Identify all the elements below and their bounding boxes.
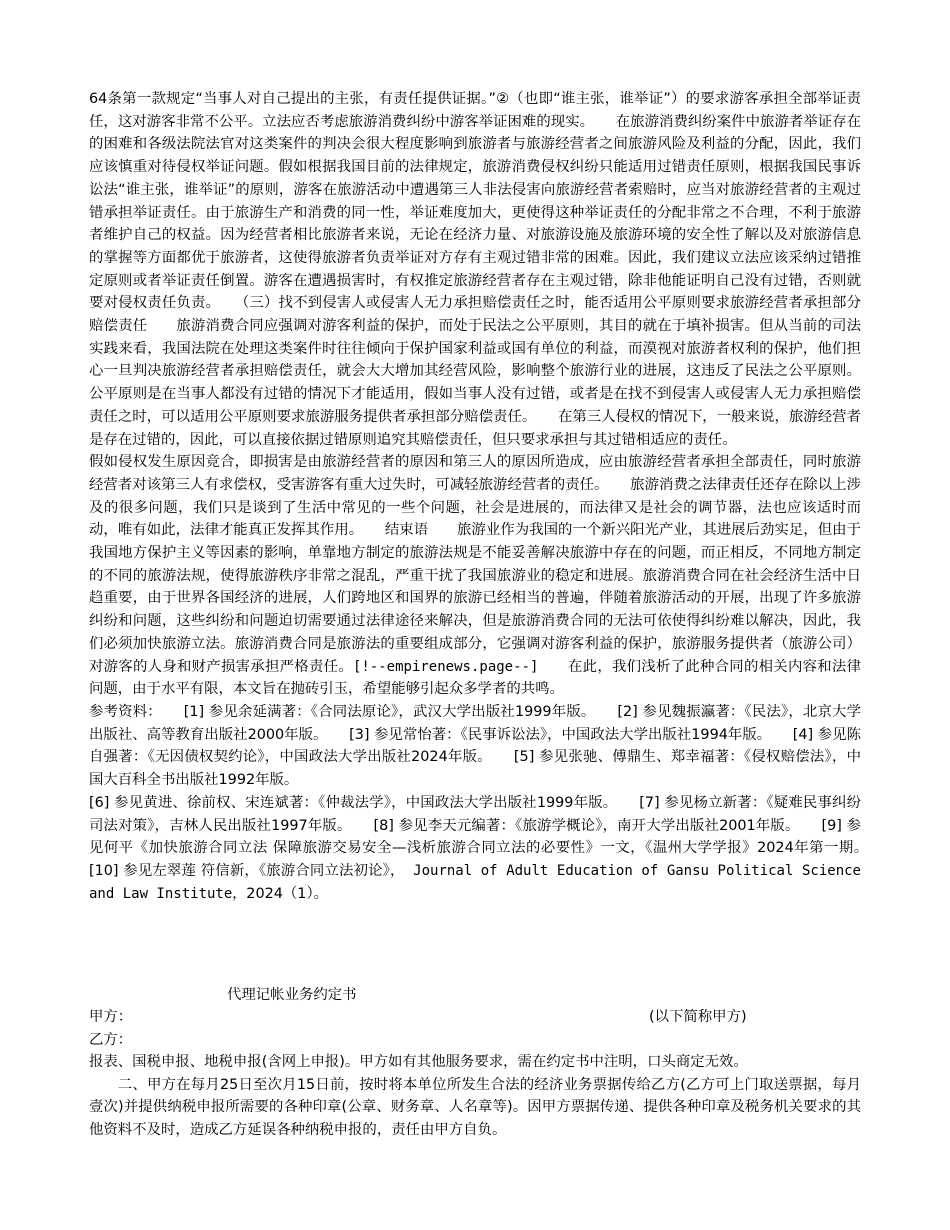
page-marker: [!--empirenews.page--] (352, 658, 539, 675)
references-label: 参考资料： (89, 703, 184, 720)
reference-journal-name: Journal of Adult Education of Gansu Political Science and Law Institute， (89, 862, 861, 902)
party-b-label: 乙方： (89, 1031, 133, 1048)
article-paragraph-2 (89, 451, 861, 701)
article-paragraph-1: 64条第一款规定“当事人对自己提出的主张，有责任提供证据。”②（也即“谁主张，谁举证”）的要求游客承担全部举证责任，这对游客非常不公平。立法应否考虑旅游消费纠纷中游客举证困难的现实。 在旅游消费纠纷案件中旅游者举证存在的困难和各级法院法官对这类案件的判决会很大程度影响到旅游者与旅游经营者之间旅游风险及利益的分配，因此，我们应该慎重对待侵权举证问题。假如根据我国目前的法律规定，旅游消费侵权纠纷只能适用过错责任原则，根据我国民事诉讼法“谁主张，谁举证”的原则，游客在旅游活动中遭遇第三人非法侵害向旅游经营者索赔时，应当对旅游经营者的主观过错承担举证责任。由于旅游生产和消费的同一性，举证难度加大，更使得这种举证责任的分配非常之不合理，不利于旅游者维护自己的权益。因为经营者相比旅游者来说，无论在经济力量、对旅游设施及旅游环境的安全性了解以及对旅游信息的掌握等方面都优于旅游者，这使得旅游者负责举证对方存有主观过错非常的困难。因此，我们建议立法应该采纳过错推定原则或者举证责任倒置。游客在遭遇损害时，有权推定旅游经营者存在主观过错，除非他能证明自己没有过错，否则就要对侵权责任负责。 （三）找不到侵害人或侵害人无力承担赔偿责任之时，能否适用公平原则要求旅游经营者承担部分赔偿责任 旅游消费合同应强调对游客利益的保护，而处于民法之公平原则，其目的就在于填补损害。但从当前的司法实践来看，我国法院在处理这类案件时往往倾向于保护国家利益或国有单位的利益，而漠视对旅游者权利的保护，他们担心一旦判决旅游经营者承担赔偿责任，就会大大增加其经营风险，影响整个旅游行业的进展，这违反了民法之公平原则。公平原则是在当事人都没有过错的情况下才能适用，假如当事人没有过错，或者是在找不到侵害人或侵害人无力承担赔偿责任之时，可以适用公平原则要求旅游服务提供者承担部分赔偿责任。 在第三人侵权的情况下，一般来说，旅游经营者是存在过错的，因此，可以直接依据过错原则追究其赔偿责任，但只要求承担与其过错相适应的责任。 (89, 91, 861, 448)
references-block-1 (89, 701, 861, 792)
party-a-note: (以下简称甲方) (649, 1009, 747, 1025)
article-body (89, 88, 890, 905)
party-a-label: 甲方： (89, 1009, 133, 1025)
clause-1-tail: 报表、国税申报、地税申报(含网上申报)。甲方如有其他服务要求，需在约定书中注明，口头商定无效。 (89, 1054, 748, 1070)
references-list-b: [6] 参见黄进、徐前权、宋连斌著：《仲裁法学》，中国政法大学出版社1999年版。 [7] 参见杨立新著：《疑难民事纠纷司法对策》，吉林人民出版社1997年版。 [8] 参见李天元编著：《旅游学概论》，南开大学出版社2001年版。 [9] 参见何平《加快旅游合同立法 保障旅游交易安全—浅析旅游合同立法的必要性》一文，《温州大学学报》2024年第一期。 [10] 参见左翠莲 符信新，《旅游合同立法初论》， (89, 794, 890, 879)
article-paragraph-2-tail: 在此，我们浅析了此种合同的相关内容和法律问题，由于水平有限，本文旨在抛砖引玉，希望能够引起众多学者的共鸣。 (89, 658, 861, 698)
party-b-row (89, 1029, 861, 1052)
contract-title: 代理记帐业务约定书 (227, 987, 357, 1003)
references-list-a: [1] 参见余延满著：《合同法原论》，武汉大学出版社1999年版。 [2] 参见魏振瀛著：《民法》，北京大学出版社、高等教育出版社2000年版。 [3] 参见常怡著：《民事诉讼法》，中国政法大学出版社1994年版。 [4] 参见陈自强著：《无因债权契约论》，中国政法大学出版社2024年版。 [5] 参见张驰、傅鼎生、郑幸福著：《侵权赔偿法》，中国大百科全书出版社1992年版。 (89, 703, 861, 789)
clause-2: 二、甲方在每月25日至次月15日前，按时将本单位所发生合法的经济业务票据传给乙方(乙方可上门取送票据，每月壹次)并提供纳税申报所需要的各种印章(公章、财务章、人名章等)。因甲方票据传递、提供各种印章及税务机关要求的其他资料不及时，造成乙方延误各种纳税申报的，责任由甲方自负。 (89, 1076, 861, 1138)
contract-section (89, 984, 861, 1141)
reference-journal-year: 2024（1）。 (246, 885, 329, 902)
party-a-row (89, 1006, 861, 1029)
article-paragraph-2-text: 假如侵权发生原因竞合，即损害是由旅游经营者的原因和第三人的原因所造成，应由旅游经营者承担全部责任，同时旅游经营者对该第三人有求偿权，受害游客有重大过失时，可减轻旅游经营者的责任。 旅游消费之法律责任还存在除以上涉及的很多问题，我们只是谈到了生活中常见的一些个问题，社会是进展的，而法律又是社会的调节器，法也应该适时而动，唯有如此，法律才能真正发挥其作用。 结束语 旅游业作为我国的一个新兴阳光产业，其进展后劲实足，但由于我国地方保护主义等因素的影响，单靠地方制定的旅游法规是不能妥善解决旅游中存在的问题，而正相反，不同地方制定的不同的旅游法规，使得旅游秩序非常之混乱，严重干扰了我国旅游业的稳定和进展。旅游消费合同在社会经济生活中日趋重要，由于世界各国经济的进展，人们跨地区和国界的旅游已经相当的普遍，伴随着旅游活动的开展，出现了许多旅游纠纷和问题，这些纠纷和问题迫切需要通过法律途径来解决，但是旅游消费合同的无法可依使得纠纷难以解决，因此，我们必须加快旅游立法。旅游消费合同是旅游法的重要组成部分，它强调对游客利益的保护，旅游服务提供者（旅游公司）对游客的人身和财产损害承担严格责任。 (89, 454, 861, 675)
references-block-2 (89, 792, 890, 906)
